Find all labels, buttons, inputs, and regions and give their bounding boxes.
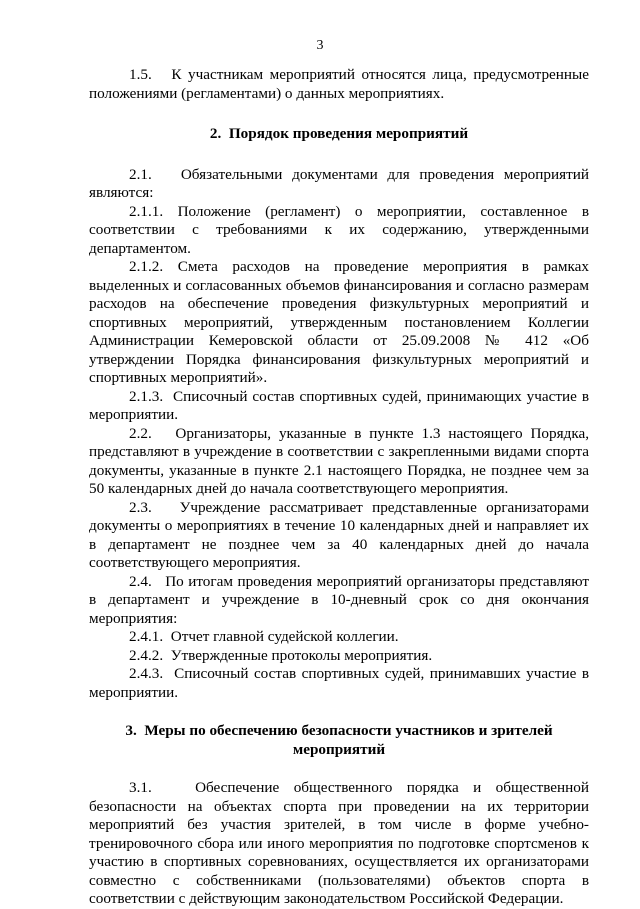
page-number: 3 — [316, 38, 324, 53]
section-heading-2: 2. Порядок проведения мероприятий — [209, 125, 469, 142]
paragraph-1-5: 1.5. К участникам мероприятий относятся лица, предусмотренные положениями (регламентами) о данных мероприятиях. — [89, 66, 589, 102]
paragraph-2-3: 2.3. Учреждение рассматривает представленные организаторами документы о мероприятиях в течение 10 календарных дней и направляет их в департамент не позднее чем за 40 календарных дней до начала соответствующего мероприятия. — [89, 498, 589, 571]
paragraph-2-1: 2.1. Обязательными документами для проведения мероприятий являются: — [89, 165, 589, 201]
paragraph-2-1-3: 2.1.3. Списочный состав спортивных судей, принимающих участие в мероприятии. — [89, 387, 589, 423]
paragraph-2-1-1: 2.1.1. Положение (регламент) о мероприятии, составленное в соответствии с требованиями к их содержанию, утвержденными департаментом. — [89, 202, 589, 257]
paragraph-2-4-1: 2.4.1. Отчет главной судейской коллегии. — [129, 628, 399, 645]
document-body — [89, 66, 589, 909]
paragraph-2-4-3: 2.4.3. Списочный состав спортивных судей, принимавших участие в мероприятии. — [89, 665, 589, 701]
paragraph-2-4-2: 2.4.2. Утвержденные протоколы мероприятия. — [129, 646, 433, 664]
section-heading-3: 3. Меры по обеспечению безопасности участников и зрителей мероприятий — [125, 722, 553, 758]
paragraph-2-2: 2.2. Организаторы, указанные в пункте 1.3 настоящего Порядка, представляют в учреждение в соответствии с закрепленными видами спорта документы, указанные в пункте 2.1 настоящего Порядка, не позднее чем за 50 календарных дней до начала соответствующего мероприятия. — [89, 424, 589, 497]
paragraph-3-1: 3.1. Обеспечение общественного порядка и общественной безопасности на объектах спорта при проведении на их территории мероприятий без участия зрителей, в том числе в форме учебно-тренировочного сбора или иного мероприятия по подготовке спортсменов к участию в спортивных соревнованиях, осуществляется их организаторами совместно с собственниками (пользователями) объектов спорта в соответствии с действующим законодательством Российской Федерации. — [89, 779, 589, 907]
paragraph-2-1-2: 2.1.2. Смета расходов на проведение мероприятия в рамках выделенных и согласованных объемов финансирования и согласно размерам расходов на обеспечение проведения физкультурных мероприятий и спортивных мероприятий, утвержденным постановлением Коллегии Администрации Кемеровской области от 25.09.2008 № 412 «Об утверждении Порядка финансирования физкультурных мероприятий и спортивных мероприятий». — [89, 258, 589, 386]
paragraph-2-4: 2.4. По итогам проведения мероприятий организаторы представляют в департамент и учреждение в 10-дневный срок со дня окончания мероприятия: — [89, 572, 589, 627]
